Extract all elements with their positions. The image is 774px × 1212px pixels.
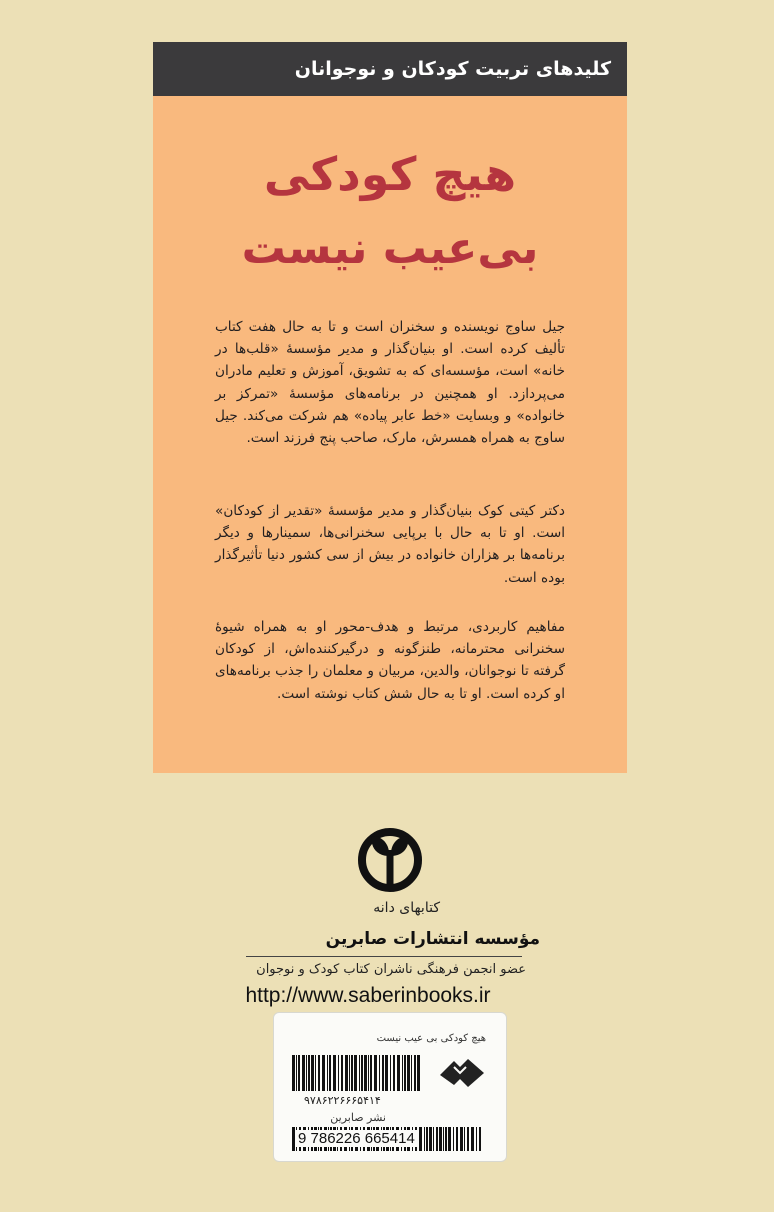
barcode-bar (402, 1055, 403, 1091)
barcode-bar (292, 1127, 295, 1151)
barcode-bar (426, 1127, 428, 1151)
book-title-line1: هیچ کودکی (263, 147, 517, 201)
barcode-bar (341, 1055, 343, 1091)
back-cover-panel (153, 42, 627, 773)
barcode-bar (379, 1055, 380, 1091)
barcode-bar (349, 1055, 350, 1091)
barcode-bar (397, 1055, 400, 1091)
barcode-bar (345, 1055, 348, 1091)
barcode-bar (351, 1055, 353, 1091)
barcode-bar (429, 1127, 432, 1151)
barcode-bar (453, 1127, 454, 1151)
barcode-bar (338, 1055, 339, 1091)
sticker-barcode (292, 1055, 422, 1091)
publisher-divider (246, 956, 522, 957)
barcode-bar (329, 1055, 331, 1091)
barcode-bar (296, 1055, 297, 1091)
barcode-bar (476, 1127, 477, 1151)
barcode-bar (479, 1127, 481, 1151)
sticker-barcode-digits: ۹۷۸۶۲۲۶۶۶۵۴۱۴ (304, 1094, 381, 1107)
barcode-bar (368, 1055, 369, 1091)
publisher-leaf-logo-icon (358, 826, 422, 894)
book-title-line2: بی‌عیب نیست (241, 223, 539, 274)
barcode-bar (439, 1127, 442, 1151)
barcode-bar (308, 1055, 310, 1091)
barcode-bar (298, 1055, 300, 1091)
barcode-bar (374, 1055, 377, 1091)
barcode-bar (359, 1055, 360, 1091)
barcode-bar (448, 1127, 451, 1151)
barcode-bar (306, 1055, 307, 1091)
barcode-bar (456, 1127, 458, 1151)
barcode-bar (318, 1055, 320, 1091)
barcode-bar (315, 1055, 316, 1091)
barcode-bar (471, 1127, 474, 1151)
barcode-bar (327, 1055, 328, 1091)
series-title: کلیدهای تربیت کودکان و نوجوانان (153, 42, 627, 96)
barcode-bar (382, 1055, 384, 1091)
barcode-bar (436, 1127, 438, 1151)
barcode-bar (385, 1055, 388, 1091)
barcode-bar (393, 1055, 395, 1091)
publisher-series: کتابهای دانه (373, 900, 440, 916)
author-bio-paragraph-2: دکتر کیتی کوک بنیان‌گذار و مدیر مؤسسهٔ «تقدیر از کودکان» است. او تا به حال با برپایی سخنرانی‌ها، سمینارها و دیگر برنامه‌ها بر هزاران خانواده در بیش از سی کشور دنیا تأثیرگذار بوده است. (215, 503, 565, 586)
barcode-bar (361, 1055, 363, 1091)
barcode-bar (302, 1055, 305, 1091)
barcode-bar (417, 1055, 420, 1091)
barcode-bar (333, 1055, 336, 1091)
author-bio-paragraph-3: مفاهیم کاربردی، مرتبط و هدف-محور او به همراه شیوهٔ سخنرانی محترمانه، طنزگونه و درگیرکننده‌اش، از کودکان گرفته تا نوجوانان، والدین، مربیان و معلمان را جذب برنامه‌های او کرده است. او تا به حال شش کتاب نوشته است. (215, 619, 565, 702)
barcode-bar (464, 1127, 465, 1151)
publisher-name: مؤسسه انتشارات صابرین (325, 929, 540, 949)
barcode-bar (419, 1127, 422, 1151)
barcode-bar (433, 1127, 434, 1151)
barcode-bar (414, 1055, 416, 1091)
isbn-text: 9 786226 665414 (298, 1130, 415, 1147)
barcode-bar (411, 1055, 412, 1091)
sticker-publisher-label: نشر صابرین (330, 1111, 386, 1124)
barcode-bar (354, 1055, 357, 1091)
barcode-bar (292, 1055, 295, 1091)
author-bio-paragraph-1: جیل ساوج نویسنده و سخنران است و تا به حال هفت کتاب تألیف کرده است. او بنیان‌گذار و مدیر مؤسسهٔ «قلب‌ها در خانه» است، مؤسسه‌ای که به تشویق، آموزش و تعلیم مادران می‌پردازد. او همچنین در برنامه‌های مؤسسهٔ «تمرکز بر خانواده» و وبسایت «خط عابر پیاده» هم شرکت می‌کند. جیل ساوج به همراه همسرش، مارک، صاحب پنج فرزند است. (215, 319, 565, 447)
barcode-bar (364, 1055, 367, 1091)
store-logo-icon (438, 1053, 486, 1093)
barcode-bar (404, 1055, 406, 1091)
price-barcode-sticker (273, 1012, 507, 1162)
barcode-bar (460, 1127, 463, 1151)
barcode-bar (424, 1127, 425, 1151)
barcode-bar (322, 1055, 325, 1091)
barcode-bar (443, 1127, 444, 1151)
barcode-bar (370, 1055, 372, 1091)
publisher-website[interactable]: http://www.saberinbooks.ir (245, 984, 491, 1007)
publisher-membership: عضو انجمن فرهنگی ناشران کتاب کودک و نوجوان (256, 962, 526, 977)
barcode-bar (390, 1055, 391, 1091)
barcode-bar (467, 1127, 469, 1151)
sticker-book-title: هیچ کودکی بی عیب نیست (376, 1033, 486, 1044)
barcode-bar (445, 1127, 447, 1151)
barcode-bar (407, 1055, 410, 1091)
barcode-bar (311, 1055, 314, 1091)
